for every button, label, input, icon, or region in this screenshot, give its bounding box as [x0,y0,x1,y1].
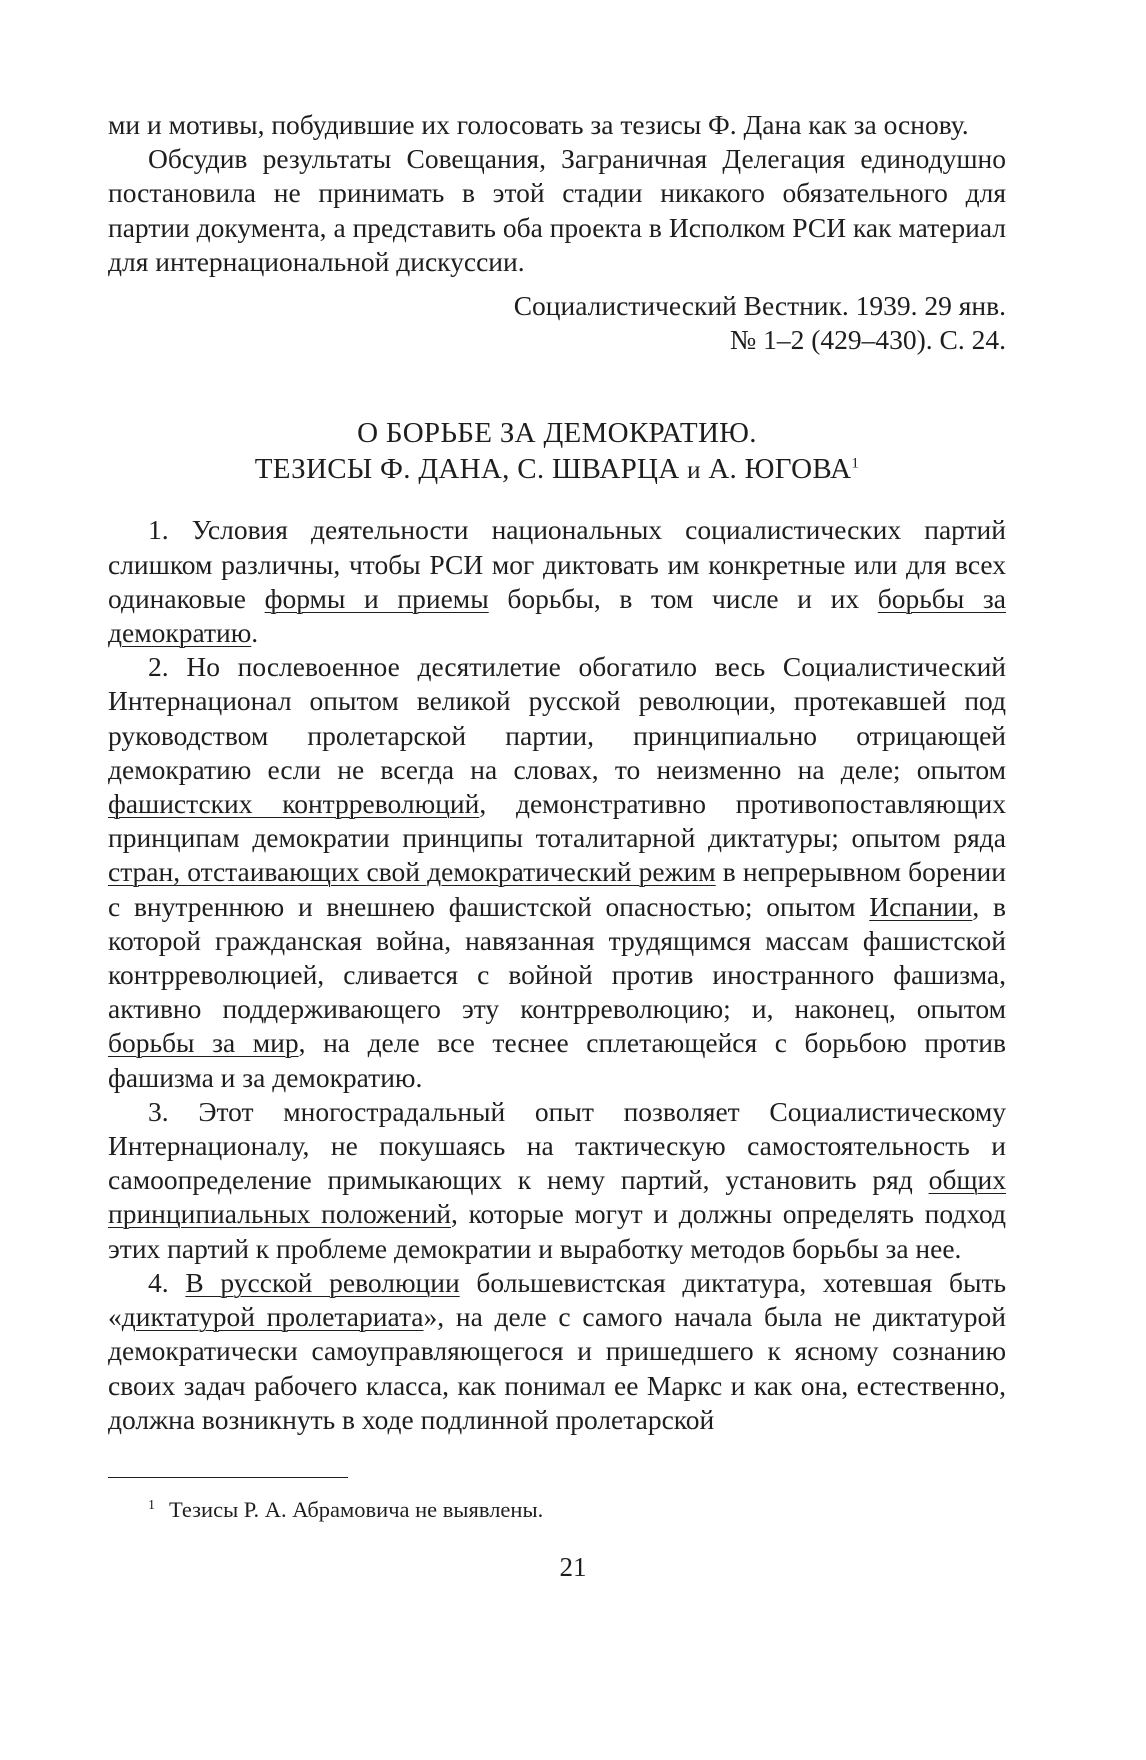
heading-authors-b: А. ЮГОВА [708,453,852,486]
intro-paragraph-1: ми и мотивы, побудившие их голосовать за тезисы Ф. Дана как за основу. [108,109,969,140]
source-citation [108,289,1006,357]
thesis-1-text-a: 1. Условия деятельности национальных социалистических партий слишком различны, чтобы РСИ мог диктовать им конкретные или для всех одинаковые [108,514,1006,614]
thesis-2-text-a: 2. Но послевоенное десятилетие обогатило весь Социалистический Интернационал опытом великой русской революции, протекавшей под руководством пролетарской партии, принципиально отрицающей демократию если не всегда на словах, то неизменно на деле; опытом [108,651,1006,785]
thesis-4-underline-1: В русской революции [185,1266,460,1298]
thesis-2-underline-3: Испании [869,890,973,922]
thesis-3-text-a: 3. Этот многострадальный опыт позволяет Социалистическому Интернационалу, не покушаясь на тактическую самостоятельность и самоопределение примыкающих к нему партий, установить ряд [108,1095,1006,1196]
thesis-1-underline-1: формы и приемы [264,582,489,614]
thesis-2-text-d: , в которой гражданская война, навязанная трудящимся массам фашистской контрреволюцией, сливается с войной против иностранного фашизма, активно поддерживающего эту контрреволюцию; и, наконец, опытом [108,890,1006,1025]
heading-line-1: О БОРЬБЕ ЗА ДЕМОКРАТИЮ. [357,417,757,450]
heading-and: и [687,457,701,485]
heading-line-2 [108,451,1006,489]
thesis-4-text-c: », на деле с самого начала была не диктатурой демократически самоуправляющегося и пришедшего к ясному сознанию своих задач рабочего класса, как понимал ее Маркс и как она, естественно, должна возникнуть в ходе подлинной пролетарской [108,1301,1006,1435]
page-number: 21 [559,1552,587,1582]
source-line-2: № 1–2 (429–430). С. 24. [729,324,1006,356]
thesis-2 [108,650,1006,1095]
thesis-2-underline-2: стран, отстаивающих свой демократический режим [108,856,716,888]
thesis-3-text-b: , которые могут и должны определять подход этих партий к проблеме демократии и выработку методов борьбы за нее. [108,1198,1006,1264]
thesis-1-underline-2: борьбы за демократию [108,582,1006,649]
theses-list [108,513,1006,1436]
thesis-4 [108,1266,1006,1437]
footnote-reference: 1 [851,455,860,472]
footnote-divider [108,1477,348,1478]
thesis-4-underline-2: диктатурой пролетариата [121,1301,424,1333]
thesis-2-text-b: , демонстративно противопоставляющих принципам демократии принципы тоталитарной диктатуры; опытом ряда [108,788,1006,854]
intro-paragraph-2: Обсудив результаты Совещания, Заграничная Делегация единодушно постановила не принимать в этой стадии никакого обязательного для партии документа, а представить оба проекта в Исполком РСИ как материал для интернациональной дискуссии. [108,143,1006,277]
thesis-1-text-c: . [251,617,259,649]
section-heading [108,415,1006,489]
thesis-2-text-c: в непрерывном борении с внутреннюю и внешнею фашистской опасностью; опытом [108,856,1006,922]
thesis-3-underline-1: общих принципиальных положений [108,1164,1006,1230]
thesis-1 [108,513,1006,650]
thesis-4-text-b: большевистская диктатура, хотевшая быть « [108,1266,1007,1333]
thesis-4-text-a: 4. [148,1266,186,1298]
thesis-3 [108,1095,1006,1266]
thesis-2-underline-4: борьбы за мир [108,1027,299,1059]
thesis-1-text-b: борьбы, в том числе и их [488,582,878,614]
source-line-1: Социалистический Вестник. 1939. 29 янв. [513,290,1006,322]
heading-authors-a: ТЕЗИСЫ Ф. ДАНА, С. ШВАРЦА [254,453,680,486]
thesis-2-underline-1: фашистских контрреволюций [108,788,480,820]
page-body [108,108,1006,1437]
thesis-2-text-e: , на деле все теснее сплетающейся с борьбою против фашизма и за демократию. [108,1027,1006,1093]
footnote-number: 1 [148,1497,155,1513]
footnote-text: Тезисы Р. А. Абрамовича не выявлены. [169,1497,544,1522]
footnote [148,1495,1006,1525]
